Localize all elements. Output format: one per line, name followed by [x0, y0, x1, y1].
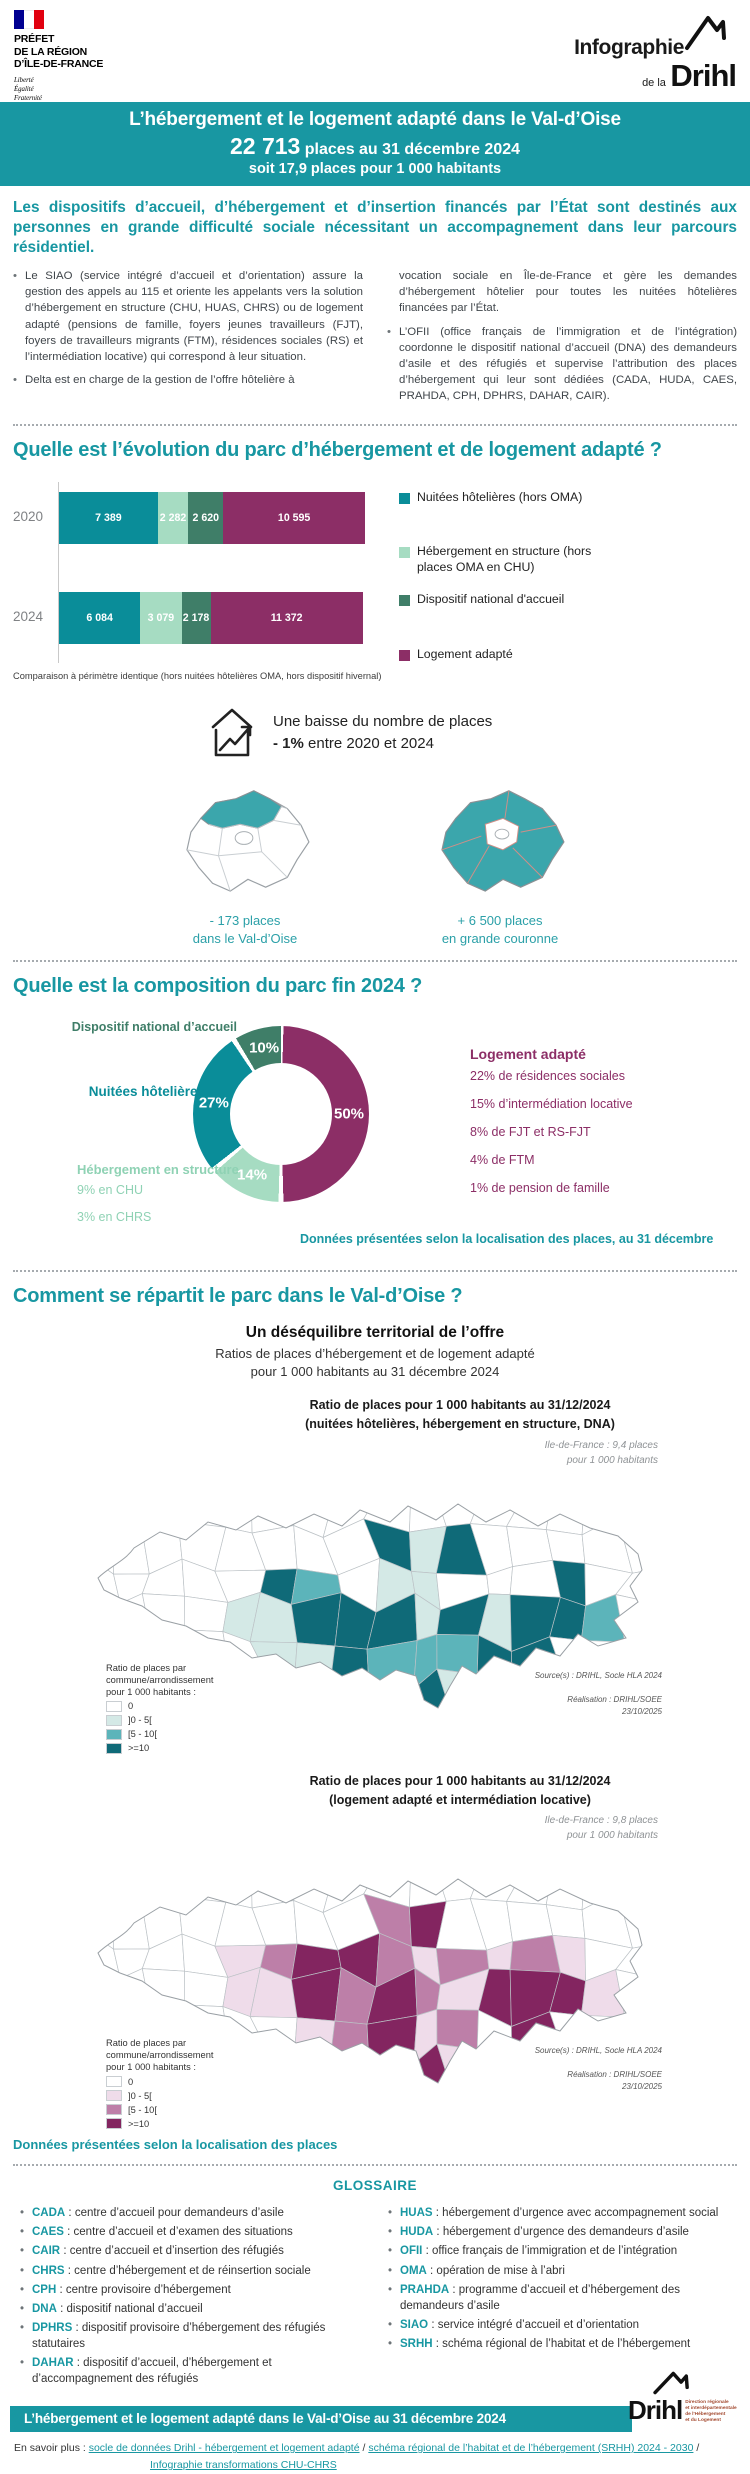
- commune-cell: [74, 1598, 123, 1645]
- glossary-acronym: PRAHDA: [400, 2283, 450, 2296]
- commune-cell: [113, 1858, 142, 1911]
- bar-value-label: 6 084: [86, 611, 113, 624]
- page-title: L’hébergement et le logement adapté dans le Val-d’Oise: [129, 109, 621, 130]
- decrease-callout: [205, 705, 750, 761]
- house-arrow-icon: [205, 705, 259, 761]
- map-legend-swatch: [106, 2090, 122, 2101]
- map-legend-row: [106, 2076, 286, 2087]
- glossary-item: [20, 2301, 362, 2317]
- learn-more-links: [0, 2432, 750, 2474]
- bullet-item: • Le SIAO (service intégré d’accueil et d’orientation) assure la gestion des appels au 115 et oriente les appelants vers la solution d’hébergement en structure (CHU, HUAS, CHRS) ou de logement adapté (pensions de famille, foyers jeunes travailleurs (FJT), foyers de travailleurs migrants (FTM), résidences sociales (RS) et l’intermédiation locative) qui correspond à leur situation.: [13, 270, 363, 363]
- glossary-acronym: DPHRS: [32, 2321, 73, 2334]
- commune-cell: [184, 1971, 228, 2006]
- glossary-acronym: CADA: [32, 2207, 66, 2220]
- map-legend-swatch: [106, 2104, 122, 2115]
- places-count-line: 22 713 places au 31 décembre 2024: [229, 133, 521, 159]
- glossary-item: [20, 2243, 362, 2259]
- commune-cell: [409, 1484, 446, 1532]
- commune-cell: [472, 2050, 524, 2102]
- commune-cell: [546, 1860, 585, 1910]
- commune-cell: [288, 1677, 339, 1726]
- donut-hole: [230, 1063, 332, 1165]
- map-legend-swatch: [106, 1743, 122, 1754]
- glossary-definition: : opération de mise à l’abri: [426, 2264, 565, 2277]
- commune-cell: [331, 2021, 369, 2062]
- commune-cell: [294, 1642, 335, 1687]
- legend-swatch: [399, 650, 410, 661]
- bar-segment: [158, 492, 189, 544]
- map-legend-row: [106, 1715, 286, 1726]
- glossary-acronym: HUAS: [400, 2207, 433, 2220]
- glossary-item: [20, 2263, 362, 2279]
- legend-item: [399, 647, 621, 663]
- glossary-definition: : centre d’accueil pour demandeurs d’asile: [65, 2207, 284, 2220]
- map2-title: Ratio de places pour 1 000 habitants au 31/12/2024 (logement adapté et intermédiation locative): [309, 1773, 611, 1807]
- territorial-title: Un déséquilibre territorial de l’offre: [245, 1323, 505, 1341]
- label-nuitees: Nuitées hôtelières: [88, 1083, 205, 1099]
- map1-legend-rows: [106, 1701, 286, 1754]
- prefet-line: PRÉFET: [14, 33, 55, 45]
- commune-cell: [113, 1906, 149, 1949]
- commune-cell: [367, 2016, 417, 2064]
- label-dna: Dispositif national d’accueil: [71, 1019, 237, 1034]
- commune-cell: [437, 1634, 479, 1674]
- header: [0, 0, 750, 103]
- glossary-item: [20, 2224, 362, 2240]
- commune-cell: [472, 1674, 524, 1726]
- bullet-dot: •: [20, 2321, 25, 2334]
- commune-cell: [510, 1936, 560, 1973]
- commune-cell: [294, 2018, 335, 2063]
- glossary-acronym: CPH: [32, 2283, 57, 2296]
- commune-cell: [618, 1482, 660, 1532]
- bar-year-label: 2020: [13, 508, 44, 524]
- drihl-infographie-logo: [546, 10, 736, 96]
- bar-value-label: 11 372: [270, 611, 303, 624]
- section-title-evolution: Quelle est l’évolution du parc d’hébergement et de logement adapté ?: [13, 438, 662, 461]
- map-legend-label: 0: [128, 1701, 134, 1712]
- commune-cell: [582, 1858, 630, 1910]
- commune-cell: [409, 1859, 446, 1907]
- structure-detail: 9% en CHU: [77, 1182, 143, 1197]
- glossary-definition: : centre d’hébergement et de réinsertion sociale: [64, 2264, 311, 2277]
- roof-icon: [684, 12, 736, 54]
- map-legend-row: [106, 2118, 286, 2129]
- label-logement: Logement adapté 22% de résidences sociales 15% d’intermédiation locative 8% de FJT et RS-FJT 4% de FTM 1% de pension de famille: [470, 1046, 633, 1202]
- map-legend-row: [106, 1743, 286, 1754]
- bullet-dot: •: [387, 325, 391, 338]
- minimap-couronne: [420, 781, 580, 947]
- map-legend-label: ]0 - 5[: [128, 2090, 152, 2101]
- legend-label: Nuitées hôtelières (hors OMA): [416, 489, 583, 504]
- glossary-item: [388, 2224, 730, 2240]
- commune-cell: [546, 1529, 585, 1563]
- commune-cell: [369, 2062, 414, 2097]
- commune-cell: [72, 1675, 110, 1721]
- bullet-dot: •: [388, 2318, 393, 2331]
- decrease-text: Une baisse du nombre de places - 1% entre 2020 et 2024: [273, 712, 493, 753]
- bar-segment: [140, 592, 181, 644]
- bar-segment: [182, 592, 211, 644]
- logement-detail: 1% de pension de famille: [470, 1180, 610, 1195]
- glossary-column-right: [388, 2205, 730, 2390]
- dotted-divider: [13, 2164, 737, 2166]
- footer-link[interactable]: socle de données Drihl - hébergement et logement adapté: [88, 2442, 360, 2455]
- bar-segment: [211, 592, 363, 644]
- glossary-definition: : dispositif d’accueil, d’hébergement et d’accompagnement des réfugiés: [32, 2357, 272, 2386]
- map-legend-swatch: [106, 1715, 122, 1726]
- bullet-dot: •: [13, 270, 17, 283]
- commune-cell: [331, 1677, 375, 1726]
- dotted-divider: [13, 1270, 737, 1272]
- glossary-definition: : dispositif national d’accueil: [56, 2302, 203, 2315]
- glossary-definition: : service intégré d’accueil et d’orientation: [428, 2318, 640, 2331]
- map2-legend-title: Ratio de places par commune/arrondissement pour 1 000 habitants :: [106, 2038, 214, 2073]
- title-banner: [0, 102, 750, 186]
- commune-cell: [331, 2053, 375, 2102]
- donut-percent-label: 14%: [237, 1166, 268, 1184]
- learn-more-label: En savoir plus :: [14, 2442, 89, 2455]
- footer-link[interactable]: Infographie transformations CHU-CHRS: [150, 2458, 337, 2471]
- commune-cell: [367, 1640, 417, 1688]
- glossary-item: [388, 2263, 730, 2279]
- legend-item: [399, 490, 621, 506]
- map2-source: Source(s) : DRIHL, Socle HLA 2024 Réalisation : DRIHL/SOEE 23/10/2025: [534, 2046, 662, 2092]
- legend-label: Hébergement en structure (hors places OMA en CHU): [416, 543, 592, 574]
- map-legend-label: [5 - 10[: [128, 2104, 157, 2115]
- commune-cell: [184, 1596, 228, 1631]
- bullet-columns: [0, 268, 750, 412]
- map2-idf-reference: Ile-de-France : 9,8 places pour 1 000 habitants: [544, 1815, 658, 1842]
- map-legend-swatch: [106, 2118, 122, 2129]
- bullet-dot: •: [388, 2226, 393, 2239]
- map2-legend-rows: [106, 2076, 286, 2129]
- glossary-item: [388, 2243, 730, 2259]
- glossary-item: [20, 2282, 362, 2298]
- bullet-dot: •: [20, 2207, 25, 2220]
- evolution-bar-chart: [13, 482, 750, 664]
- glossary-definition: : programme d’accueil et d’hébergement des demandeurs d’asile: [400, 2283, 680, 2312]
- commune-cell: [178, 1856, 228, 1902]
- glossary-acronym: SIAO: [400, 2318, 429, 2331]
- glossary-definition: : dispositif provisoire d’hébergement des réfugiés statutaires: [32, 2321, 326, 2350]
- commune-cell: [288, 2053, 339, 2102]
- legend-label: Logement adapté: [416, 647, 513, 662]
- map1-title: Ratio de places pour 1 000 habitants au 31/12/2024 (nuitées hôtelières, hébergement en structure, DNA): [305, 1398, 615, 1431]
- infographie-label: Infographie: [574, 36, 684, 59]
- commune-cell: [546, 1905, 585, 1939]
- glossary-item: [388, 2317, 730, 2333]
- donut-percent-label: 10%: [249, 1039, 280, 1057]
- commune-cell: [331, 1646, 369, 1687]
- bullet-dot: •: [13, 374, 17, 387]
- glossary-definition: : hébergement d’urgence avec accompagnement social: [432, 2207, 719, 2220]
- bar-track: [59, 492, 365, 544]
- map2-legend: [106, 2037, 286, 2129]
- map-legend-label: >=10: [128, 2118, 150, 2129]
- footer: [0, 2395, 750, 2432]
- commune-cell: [178, 1481, 228, 1527]
- drihl-wordmark: Drihl: [670, 58, 736, 93]
- composition-note: Données présentées selon la localisation des places, au 31 décembre: [300, 1231, 714, 1246]
- map-legend-swatch: [106, 2076, 122, 2087]
- legend-swatch: [399, 595, 410, 606]
- map-legend-label: ]0 - 5[: [128, 1715, 152, 1726]
- glossary-item: [388, 2205, 730, 2221]
- glossary-definition: : centre d’accueil et d’examen des situations: [63, 2226, 293, 2239]
- bullet-dot: •: [20, 2264, 25, 2277]
- drihl-subtitle: Direction régionale et interdépartementale de l'Hébergement et du Logement: [685, 2400, 737, 2424]
- logement-detail: 15% d’intermédiation locative: [470, 1096, 633, 1111]
- commune-cell: [72, 2050, 110, 2096]
- bar-value-label: 2 178: [182, 611, 210, 624]
- commune-cell: [507, 1902, 553, 1942]
- ratio-subtitle: soit 17,9 places pour 1 000 habitants: [248, 161, 502, 177]
- bullet-column-left: [13, 268, 363, 412]
- commune-cell: [582, 1482, 630, 1534]
- map1-legend-title: Ratio de places par commune/arrondissement pour 1 000 habitants :: [106, 1662, 214, 1697]
- bar-chart-legend: [399, 482, 621, 664]
- glossary-acronym: OMA: [400, 2264, 427, 2277]
- bar-segment: [188, 492, 223, 544]
- prefet-title: [14, 33, 103, 71]
- map-legend-label: 0: [128, 2076, 134, 2087]
- minimap-caption-right: + 6 500 places en grande couronne: [441, 913, 559, 947]
- bullet-dot: •: [388, 2337, 393, 2350]
- map-legend-row: [106, 1701, 286, 1712]
- map1-source: Source(s) : DRIHL, Socle HLA 2024 Réalisation : DRIHL/SOEE 23/10/2025: [534, 1670, 662, 1716]
- footer-link[interactable]: schéma régional de l’habitat et de l’hébergement (SRHH) 2024 - 2030: [368, 2442, 694, 2455]
- prefet-line: D’ÎLE-DE-FRANCE: [14, 58, 104, 71]
- bar-row: [13, 592, 365, 644]
- legend-swatch: [399, 493, 410, 504]
- bar-value-label: 7 389: [95, 511, 122, 524]
- prefet-line: DE LA RÉGION: [14, 45, 88, 58]
- commune-cell: [226, 1484, 252, 1533]
- structure-details: [77, 1177, 239, 1231]
- glossary-definition: : schéma régional de l’habitat et de l’hébergement: [432, 2337, 691, 2350]
- drihl-footer-logo: [628, 2370, 746, 2424]
- minimap-caption-left: - 173 places dans le Val-d’Oise: [192, 913, 298, 947]
- minimap-valdoise: [170, 781, 320, 947]
- label-structure: Hébergement en structure 9% en CHU 3% en CHRS: [77, 1162, 239, 1231]
- map1-idf-reference: Ile-de-France : 9,4 places pour 1 000 habitants: [544, 1439, 658, 1466]
- bullet-dot: •: [20, 2283, 25, 2296]
- section-title-composition: Quelle est la composition du parc fin 2024 ?: [13, 974, 423, 997]
- legend-item: [399, 592, 621, 608]
- bullet-item: • L’OFII (office français de l’immigration et de l’intégration) coordonne le dispositif national d’accueil (DNA) des demandeurs d’asile et des réfugiés et supervise l’attribution des places d’hébergement qui leur sont dédiées (CADA, HUDA, CAES, PRAHDA, CPH, DPHRS, DAHAR, CAIR).: [387, 325, 737, 403]
- map1-block: [0, 1470, 750, 1758]
- glossary-item: [20, 2320, 362, 2352]
- commune-cell: [142, 1856, 195, 1906]
- bullet-dot: •: [20, 2357, 25, 2369]
- bullet-dot: •: [388, 2207, 393, 2220]
- logement-detail: 22% de résidences sociales: [470, 1068, 625, 1083]
- localisation-note: Données présentées selon la localisation des places: [13, 2137, 338, 2153]
- commune-cell: [77, 1482, 113, 1535]
- drihl-wordmark: Drihl: [628, 2395, 683, 2426]
- glossary-item: [388, 2282, 730, 2314]
- glossary-item: [20, 2205, 362, 2221]
- commune-cell: [80, 1909, 114, 1949]
- bar-rows: [13, 482, 365, 664]
- glossary-definition: : hébergement d’urgence des demandeurs d’asile: [433, 2226, 689, 2239]
- idf-map-couronne: [420, 781, 580, 899]
- glossary-acronym: CAES: [32, 2226, 64, 2239]
- commune-cell: [142, 1481, 195, 1531]
- commune-cell: [437, 2010, 479, 2050]
- bullet-column-right: [387, 268, 737, 412]
- logement-detail: 4% de FTM: [470, 1152, 535, 1167]
- motto: Liberté Égalité Fraternité: [14, 76, 42, 103]
- map1-legend: [106, 1662, 286, 1754]
- commune-cell: [507, 1526, 553, 1566]
- places-count: 22 713: [229, 133, 301, 159]
- glossary-definition: : centre provisoire d’hébergement: [56, 2283, 231, 2296]
- dotted-divider: [13, 960, 737, 962]
- donut-percent-label: 27%: [198, 1094, 229, 1112]
- logement-detail: 8% de FJT et RS-FJT: [470, 1124, 591, 1139]
- map-legend-row: [106, 1729, 286, 1740]
- map1-header: [0, 1396, 750, 1468]
- glossary-acronym: CAIR: [32, 2245, 61, 2258]
- bullet-item: vocation sociale en Île-de-France et gère les demandes d’hébergement hôtelier pour toutes les nuitées hôtelières financées par l’État.: [399, 270, 737, 315]
- territorial-header: [0, 1324, 750, 1383]
- bar-row: [13, 492, 365, 544]
- glossary-acronym: HUDA: [400, 2226, 434, 2239]
- intro-paragraph: Les dispositifs d’accueil, d’hébergement et d’insertion financés par l’État sont destinés aux personnes en grande difficulté sociale nécessitant un accompagnement dans leur parcours résidentiel.: [13, 199, 737, 257]
- map-legend-row: [106, 2104, 286, 2115]
- glossary-acronym: DAHAR: [32, 2357, 74, 2369]
- map-legend-swatch: [106, 1729, 122, 1740]
- territorial-subtitle: Ratios de places d’hébergement et de logement adapté pour 1 000 habitants au 31 décembre 2024: [215, 1345, 535, 1380]
- bullet-dot: •: [388, 2245, 393, 2258]
- glossary-acronym: SRHH: [400, 2337, 433, 2350]
- glossary-column-left: [20, 2205, 362, 2390]
- composition-donut-chart: [0, 1020, 750, 1258]
- commune-cell: [113, 1482, 142, 1535]
- bullet-dot: •: [20, 2302, 25, 2315]
- roof-icon: [652, 2370, 698, 2396]
- map-legend-row: [106, 2090, 286, 2101]
- logement-details: [470, 1062, 633, 1202]
- structure-detail: 3% en CHRS: [77, 1209, 152, 1224]
- glossary-definition: : office français de l’immigration et de l’intégration: [422, 2245, 678, 2258]
- bullet-dot: •: [20, 2226, 25, 2239]
- commune-cell: [618, 1858, 660, 1908]
- map-legend-label: >=10: [128, 1743, 150, 1754]
- glossary-item: [20, 2355, 362, 2387]
- glossary-definition: : centre d’accueil et d’insertion des réfugiés: [60, 2245, 284, 2258]
- legend-item: [399, 544, 621, 576]
- dotted-divider: [13, 424, 737, 426]
- decrease-percent: - 1%: [273, 735, 304, 753]
- bullet-dot: •: [388, 2264, 393, 2277]
- bar-segment: [59, 492, 158, 544]
- glossary-item: [388, 2336, 730, 2352]
- prefet-logo: [14, 10, 103, 103]
- bar-year-label: 2024: [13, 608, 44, 624]
- idf-map-valdoise: [170, 781, 320, 899]
- link-separator: /: [693, 2442, 700, 2455]
- bullet-dot: •: [20, 2245, 25, 2258]
- map2-header: [0, 1772, 750, 1844]
- chart-footnote: Comparaison à périmètre identique (hors nuitées hôtelières OMA, hors dispositif hivernal): [13, 671, 382, 682]
- legend-swatch: [399, 547, 410, 558]
- de-la-label: de la: [642, 77, 666, 89]
- glossary-acronym: CHRS: [32, 2264, 65, 2277]
- section-title-repartition: Comment se répartit le parc dans le Val-d’Oise ?: [13, 1284, 463, 1307]
- french-flag-icon: [14, 10, 44, 29]
- donut-percent-label: 50%: [333, 1105, 365, 1123]
- bar-segment: [59, 592, 140, 644]
- glossary-acronym: OFII: [400, 2245, 423, 2258]
- bar-value-label: 2 620: [192, 511, 220, 524]
- map-legend-label: [5 - 10[: [128, 1729, 157, 1740]
- commune-cell: [510, 1560, 560, 1597]
- commune-cell: [113, 1531, 149, 1574]
- commune-cell: [77, 1858, 113, 1911]
- glossary-title: GLOSSAIRE: [332, 2178, 417, 2194]
- bar-value-label: 2 282: [159, 511, 187, 524]
- footer-title-bar: L’hébergement et le logement adapté dans le Val-d’Oise au 31 décembre 2024: [10, 2406, 632, 2432]
- bar-segment: [223, 492, 365, 544]
- glossary-acronym: DNA: [32, 2302, 57, 2315]
- commune-cell: [546, 1484, 585, 1534]
- bar-track: [59, 592, 365, 644]
- glossary: [0, 2205, 750, 2390]
- map2-block: [0, 1845, 750, 2133]
- commune-cell: [74, 1974, 123, 2021]
- bar-value-label: 10 595: [277, 511, 311, 524]
- bullet-dot: •: [388, 2283, 393, 2296]
- idf-minimaps: [0, 781, 750, 947]
- bar-value-label: 3 079: [147, 611, 175, 624]
- commune-cell: [369, 1687, 414, 1722]
- legend-label: Dispositif national d'accueil: [416, 591, 565, 606]
- link-separator: /: [359, 2442, 369, 2455]
- commune-cell: [226, 1859, 252, 1908]
- map-legend-swatch: [106, 1701, 122, 1712]
- commune-cell: [80, 1534, 114, 1574]
- bullet-item: • Delta est en charge de la gestion de l’offre hôtelière à: [13, 372, 363, 388]
